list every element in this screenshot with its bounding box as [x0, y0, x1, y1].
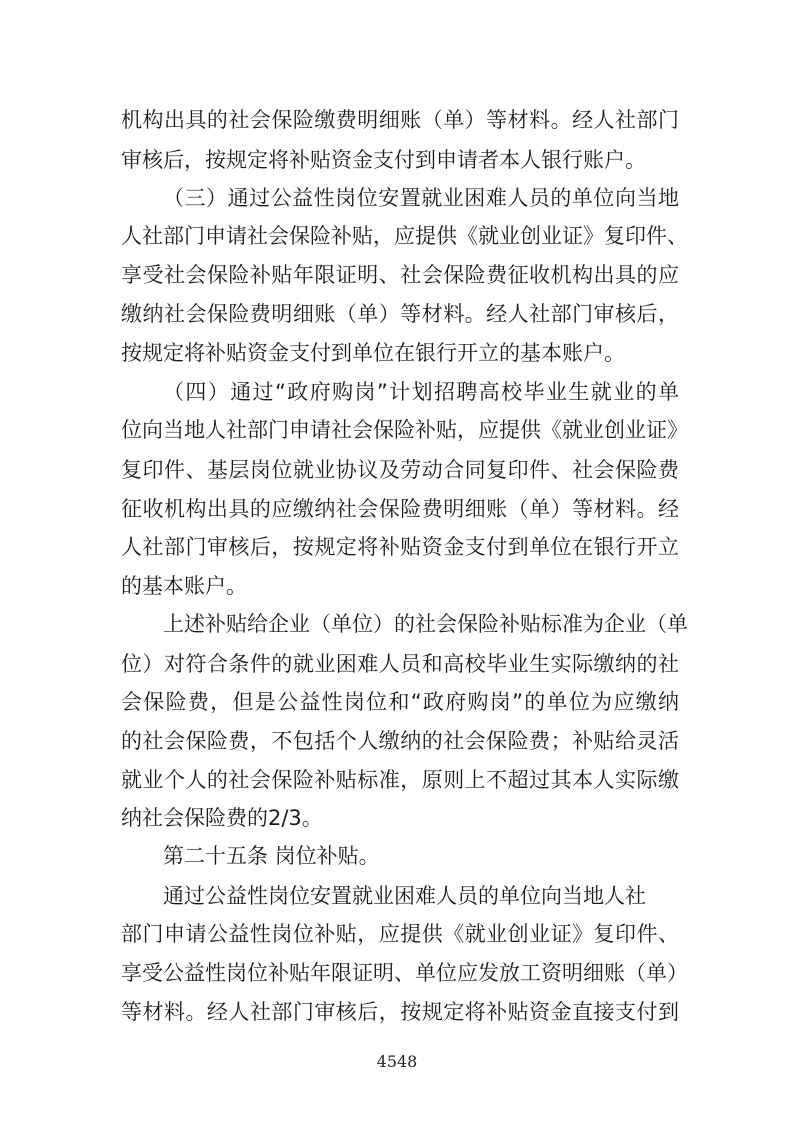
text-line: 通过公益性岗位安置就业困难人员的单位向当地人社 — [163, 884, 646, 908]
text-line: 位）对符合条件的就业困难人员和高校毕业生实际缴纳的社 — [121, 652, 679, 676]
text-line: 的社会保险费，不包括个人缴纳的社会保险费；补贴给灵活 — [121, 729, 679, 753]
text-line: 上述补贴给企业（单位）的社会保险补贴标准为企业（单 — [163, 612, 688, 636]
text-line: 享受公益性岗位补贴年限证明、单位应发放工资明细账（单） — [121, 961, 688, 985]
text-line: （四）通过“政府购岗”计划招聘高校毕业生就业的单 — [163, 380, 679, 404]
text-line: 人社部门审核后，按规定将补贴资金支付到单位在银行开立 — [121, 535, 679, 559]
text-line: 部门申请公益性岗位补贴，应提供《就业创业证》复印件、 — [121, 922, 679, 946]
text-line: 位向当地人社部门申请社会保险补贴，应提供《就业创业证》 — [121, 418, 688, 442]
page-number: 4548 — [376, 1052, 418, 1071]
text-line: 会保险费，但是公益性岗位和“政府购岗”的单位为应缴纳 — [121, 690, 679, 714]
text-line: 等材料。经人社部门审核后，按规定将补贴资金直接支付到 — [121, 1000, 679, 1024]
text-line: 按规定将补贴资金支付到单位在银行开立的基本账户。 — [121, 341, 625, 365]
text-line: 缴纳社会保险费明细账（单）等材料。经人社部门审核后， — [121, 302, 679, 326]
text-line: （三）通过公益性岗位安置就业困难人员的单位向当地 — [163, 186, 679, 210]
text-line: 复印件、基层岗位就业协议及劳动合同复印件、社会保险费 — [121, 458, 679, 482]
text-line: 就业个人的社会保险补贴标准，原则上不超过其本人实际缴 — [121, 768, 679, 792]
text-line: 享受社会保险补贴年限证明、社会保险费征收机构出具的应 — [121, 263, 679, 287]
text-line: 审核后，按规定将补贴资金支付到申请者本人银行账户。 — [121, 148, 646, 172]
text-line: 征收机构出具的应缴纳社会保险费明细账（单）等材料。经 — [121, 497, 679, 521]
article-heading: 第二十五条 岗位补贴。 — [163, 844, 380, 868]
text-line: 的基本账户。 — [121, 574, 247, 598]
text-line: 机构出具的社会保险缴费明细账（单）等材料。经人社部门 — [121, 108, 679, 132]
text-line: 纳社会保险费的2/3。 — [121, 806, 323, 830]
text-line: 人社部门申请社会保险补贴，应提供《就业创业证》复印件、 — [121, 224, 688, 248]
